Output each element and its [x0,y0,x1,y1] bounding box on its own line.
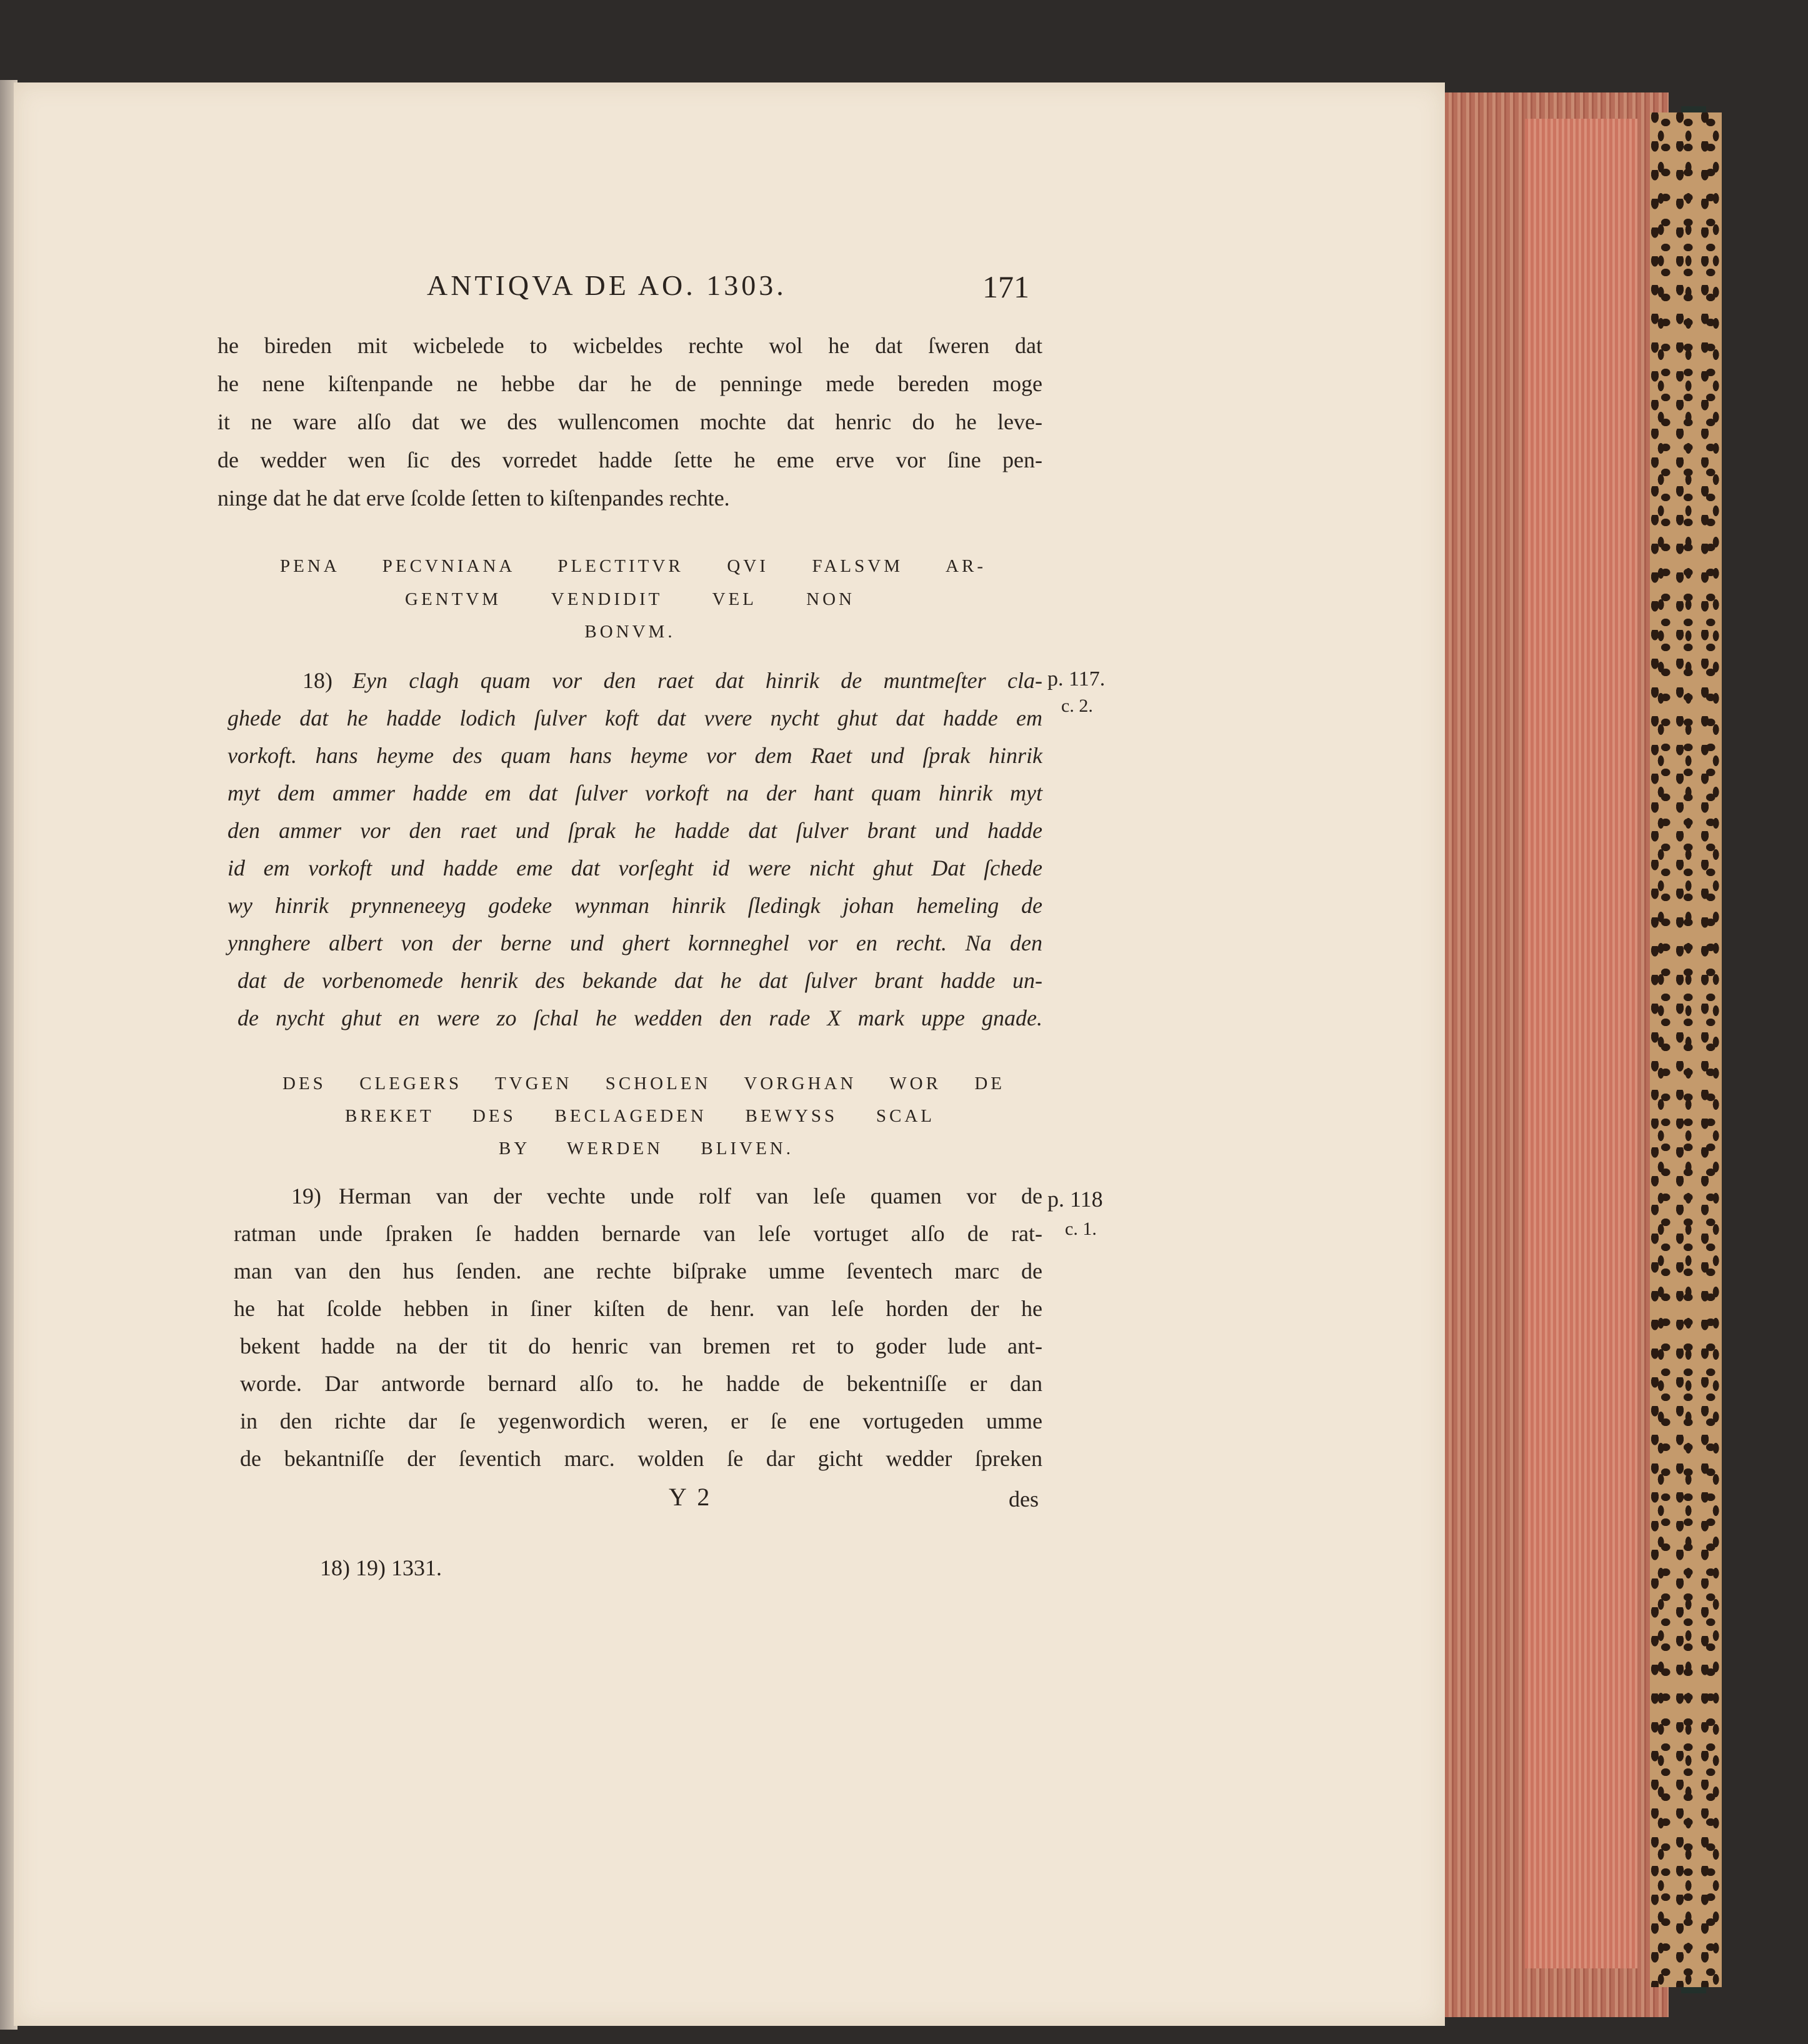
footnote: 18) 19) 1331. [320,1555,442,1580]
text-line: ninge dat he dat erve ſcolde ſetten to kiſtenpandes rechte. [217,486,730,511]
text-line: ratman unde ſpraken ſe hadden bernarde van leſe vortuget alſo de rat- [234,1221,1042,1246]
text-line: bekent hadde na der tit do henric van bremen ret to goder lude ant- [240,1334,1042,1359]
text-line: myt dem ammer hadde em dat ſulver vorkoft na der hant quam hinrik myt [227,780,1042,805]
text-line: ynnghere albert von der berne und ghert kornneghel vor en recht. Na den [227,930,1042,955]
text-line: den ammer vor den raet und ſprak he hadde dat ſulver brant und hadde [227,818,1042,843]
catchword: des [1009,1487,1039,1512]
text-line: vorkoft. hans heyme des quam hans heyme vor dem Raet und ſprak hinrik [227,743,1042,768]
text-line: worde. Dar antworde bernard alſo to. he hadde de bekentniſſe er dan [240,1371,1042,1396]
page-number: 171 [982,269,1029,304]
heading-line: BY WERDEN BLIVEN. [499,1139,794,1159]
text-line: Herman van der vechte unde rolf van leſe quamen vor de [339,1184,1042,1209]
text-line: man van den hus ſenden. ane rechte biſprake umme ſeventech marc de [234,1259,1042,1284]
heading-line: PENA PECVNIANA PLECTITVR QVI FALSVM AR- [280,556,986,576]
text-line: de bekantniſſe der ſeventich marc. wolden ſe dar gicht wedder ſpreken [240,1446,1042,1471]
heading-line: BREKET DES BECLAGEDEN BEWYSS SCAL [345,1106,935,1126]
text-line: he bireden mit wicbelede to wicbeldes rechte wol he dat ſweren dat [217,333,1042,358]
text-line: dat de vorbenomede henrik des bekande dat he dat ſulver brant hadde un- [237,968,1042,993]
book-page-block [1525,119,1637,1968]
paragraph-number: 19) [291,1184,321,1209]
text-line: in den richte dar ſe yegenwordich weren, er ſe ene vortugeden umme [240,1408,1042,1433]
text-line: he nene kiſtenpande ne hebbe dar he de penninge mede bereden moge [217,371,1042,396]
margin-reference: c. 1. [1065,1219,1097,1239]
heading-line: DES CLEGERS TVGEN SCHOLEN VORGHAN WOR DE [282,1074,1005,1094]
margin-reference: p. 118 [1047,1187,1103,1212]
running-title: ANTIQVA DE AO. 1303. [427,269,787,301]
text-line: id em vorkoft und hadde eme dat vorſeght id were nicht ghut Dat ſchede [227,855,1042,880]
margin-reference: c. 2. [1061,695,1093,716]
text-line: it ne ware alſo dat we des wullencomen mochte dat henric do he leve- [217,409,1042,434]
text-line: ghede dat he hadde lodich ſulver koft dat vvere nycht ghut dat hadde em [227,705,1042,730]
text-line: de wedder wen ſic des vorredet hadde ſette he eme erve vor ſine pen- [217,447,1042,472]
text-line: Eyn clagh quam vor den raet dat hinrik de muntmeſter cla- [352,668,1042,693]
margin-reference: p. 117. [1047,667,1106,690]
heading-line: GENTVM VENDIDIT VEL NON [405,589,855,609]
text-line: he hat ſcolde hebben in ſiner kiſten de henr. van leſe horden der he [234,1296,1042,1321]
heading-line: BONVM. [584,622,676,642]
signature-mark: Y 2 [669,1483,712,1511]
paragraph-number: 18) [302,668,332,693]
text-line: wy hinrik prynneneeyg godeke wynman hinrik ſledingk johan hemeling de [227,893,1042,918]
text-line: de nycht ghut en were zo ſchal he wedden den rade X mark uppe gnade. [237,1005,1042,1030]
marbled-cover-board [1650,112,1722,1987]
